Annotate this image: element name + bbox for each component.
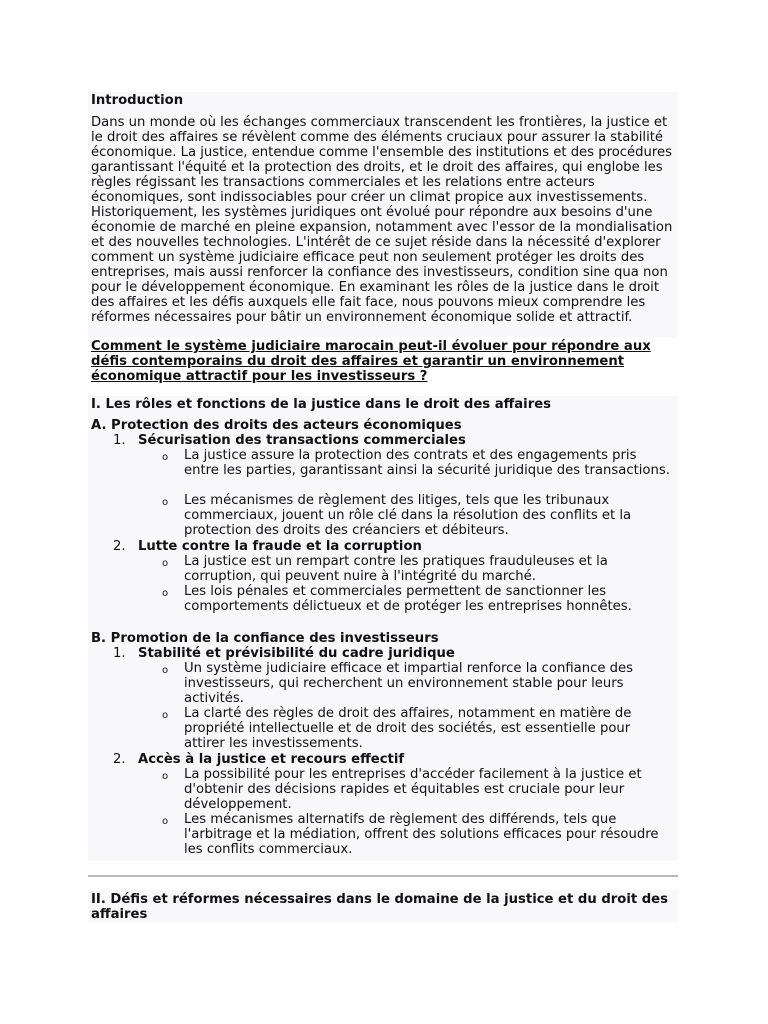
bullet-icon: o: [162, 710, 169, 721]
bullet-text: La justice est un rempart contre les pratiques frauduleuses et la corruption, qui peuvent nuire à l'intégrité du marché.: [184, 554, 608, 584]
part1-heading: I. Les rôles et fonctions de la justice dans le droit des affaires: [91, 397, 552, 412]
intro-heading: Introduction: [91, 93, 184, 108]
bullet-text: Les lois pénales et commerciales permettent de sanctionner les comportements délictueux et de protéger les entreprises honnêtes.: [184, 584, 632, 614]
list-item: [91, 646, 681, 756]
item-number: 2.: [113, 752, 126, 767]
bullet-icon: o: [162, 558, 169, 569]
section-b-heading: B. Promotion de la confiance des investisseurs: [91, 631, 439, 646]
item-number: 1.: [113, 433, 126, 448]
item-title: Lutte contre la fraude et la corruption: [138, 539, 422, 554]
problem-question: Comment le système judiciaire marocain peut-il évoluer pour répondre aux défis contemporains du droit des affaires et garantir un environnement économique attractif pour les investisseurs ?: [91, 339, 651, 384]
item-number: 1.: [113, 646, 126, 661]
part2-heading: II. Défis et réformes nécessaires dans le domaine de la justice et du droit des affaires: [91, 892, 668, 922]
horizontal-rule: [88, 875, 678, 877]
bullet-text: La clarté des règles de droit des affaires, notamment en matière de propriété intellectuelle et de droit des sociétés, est essentielle pour attirer les investissements.: [184, 706, 632, 751]
item-number: 2.: [113, 539, 126, 554]
bullet-icon: o: [162, 497, 169, 508]
bullet-icon: o: [162, 588, 169, 599]
item-title: Sécurisation des transactions commerciales: [138, 433, 466, 448]
list-item: [91, 752, 681, 862]
bullet-text: La possibilité pour les entreprises d'accéder facilement à la justice et d'obtenir des décisions rapides et équitables est cruciale pour leur développement.: [184, 767, 642, 812]
list-item: [91, 539, 681, 619]
bullet-text: Un système judiciaire efficace et impartial renforce la confiance des investisseurs, qui recherchent un environnement stable pour leurs activités.: [184, 661, 633, 706]
bullet-text: Les mécanismes alternatifs de règlement des différends, tels que l'arbitrage et la médiation, offrent des solutions efficaces pour résoudre les conflits commerciaux.: [184, 812, 659, 857]
bullet-icon: o: [162, 771, 169, 782]
item-title: Stabilité et prévisibilité du cadre juridique: [138, 646, 455, 661]
intro-paragraph: Dans un monde où les échanges commerciaux transcendent les frontières, la justice et le droit des affaires se révèlent comme des éléments cruciaux pour assurer la stabilité économique. La justice, entendue comme l'ensemble des institutions et des procédures garantissant l'équité et la protection des droits, et le droit des affaires, qui englobe les règles régissant les transactions commerciales et les relations entre acteurs économiques, sont indissociables pour créer un climat propice aux investissements. Historiquement, les systèmes juridiques ont évolué pour répondre aux besoins d'une économie de marché en pleine expansion, notamment avec l'essor de la mondialisation et des nouvelles technologies. L'intérêt de ce sujet réside dans la nécessité d'explorer comment un système judiciaire efficace peut non seulement protéger les droits des entreprises, mais aussi renforcer la confiance des investisseurs, condition sine qua non pour le développement économique. En examinant les rôles de la justice dans le droit des affaires et les défis auxquels elle fait face, nous pouvons mieux comprendre les réformes nécessaires pour bâtir un environnement économique solide et attractif.: [91, 115, 673, 325]
section-a-heading: A. Protection des droits des acteurs économiques: [91, 418, 462, 433]
item-title: Accès à la justice et recours effectif: [138, 752, 405, 767]
bullet-icon: o: [162, 452, 169, 463]
bullet-text: La justice assure la protection des contrats et des engagements pris entre les parties, garantissant ainsi la sécurité juridique des transactions.: [184, 448, 670, 478]
list-item: [91, 433, 681, 543]
bullet-icon: o: [162, 665, 169, 676]
bullet-icon: o: [162, 816, 169, 827]
bullet-text: Les mécanismes de règlement des litiges, tels que les tribunaux commerciaux, jouent un rôle clé dans la résolution des conflits et la protection des droits des créanciers et débiteurs.: [184, 493, 632, 538]
